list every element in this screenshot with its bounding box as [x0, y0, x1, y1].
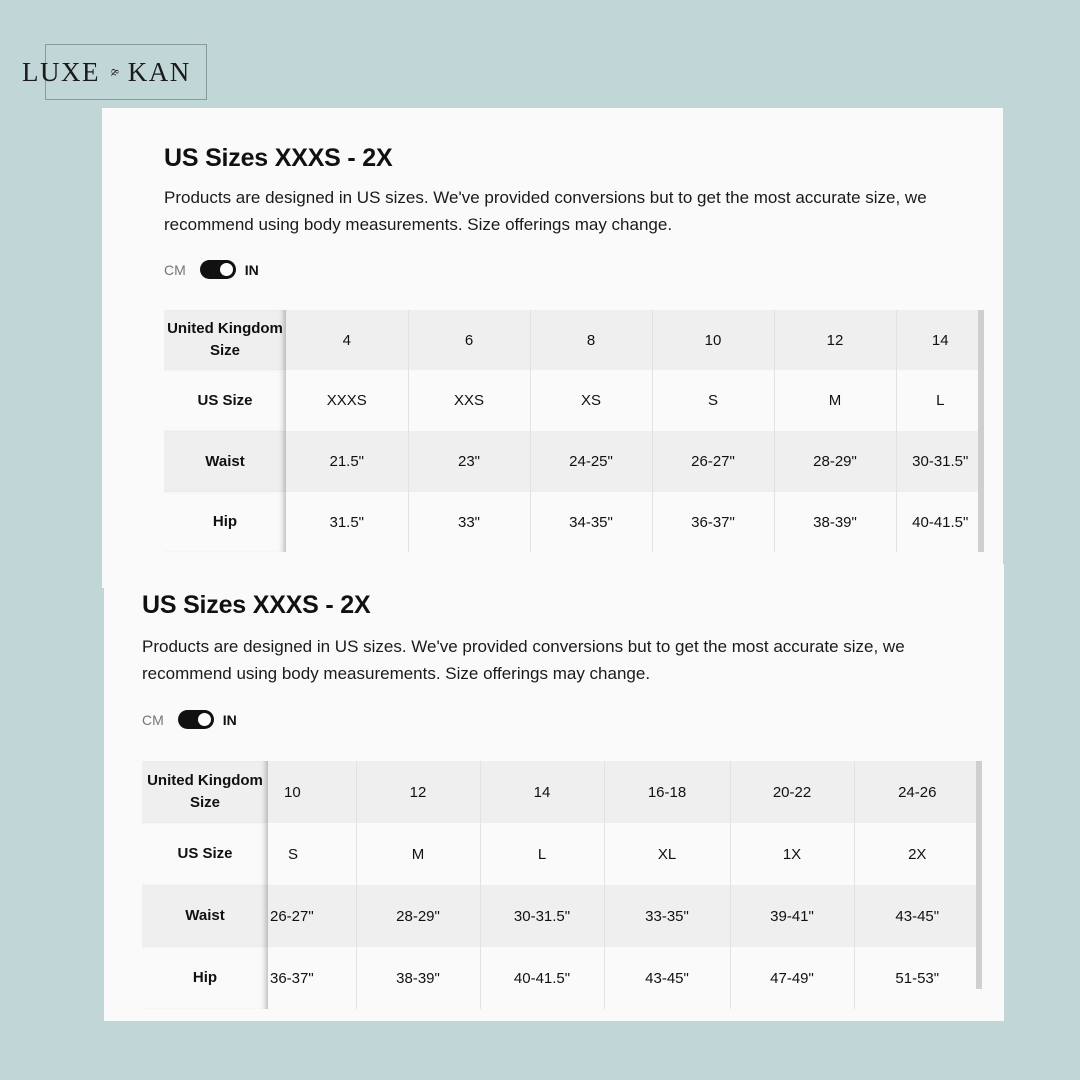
- table-cell: 36-37": [652, 492, 774, 552]
- table-cell: 12: [356, 761, 480, 823]
- size-table: [142, 761, 980, 1009]
- table-cell: 24-25": [530, 431, 652, 492]
- size-chart-panel-2: [104, 564, 1004, 1021]
- brand-name-left: LUXE: [22, 56, 100, 87]
- table-cell: 43-45": [854, 885, 980, 947]
- table-cell: XS: [530, 370, 652, 431]
- table-cell: 40-41.5": [480, 947, 604, 1009]
- brand-ampersand: &: [108, 68, 120, 76]
- table-cell: XXS: [408, 370, 530, 431]
- table-cell: 26-27": [652, 431, 774, 492]
- table-cell: 30-31.5": [480, 885, 604, 947]
- row-uk-size: [142, 761, 980, 823]
- row-header: United Kingdom Size: [142, 761, 268, 823]
- size-description: Products are designed in US sizes. We've provided conversions but to get the most accurate size, we recommend using body measurements. Size offerings may change.: [142, 637, 905, 683]
- table-cell: 20-22: [730, 761, 854, 823]
- table-cell: 10: [652, 310, 774, 370]
- table-cell: S: [652, 370, 774, 431]
- table-cell: 14: [896, 310, 984, 370]
- unit-toggle[interactable]: [200, 260, 236, 279]
- table-cell: 2X: [854, 823, 980, 885]
- table-cell: 43-45": [604, 947, 730, 1009]
- unit-in-label[interactable]: IN: [222, 711, 237, 728]
- table-cell: XXXS: [286, 370, 408, 431]
- table-cell: S: [268, 823, 356, 885]
- size-chart-panel-1: [102, 108, 1003, 588]
- size-description: Products are designed in US sizes. We've provided conversions but to get the most accurate size, we recommend using body measurements. Size offerings may change.: [164, 188, 927, 234]
- table-cell: 6: [408, 310, 530, 370]
- scroll-edge: [978, 310, 984, 552]
- table-cell: 40-41.5": [896, 492, 984, 552]
- table-cell: 38-39": [774, 492, 896, 552]
- table-cell: 33-35": [604, 885, 730, 947]
- brand-name-right: KAN: [127, 56, 191, 87]
- row-hip: [164, 492, 984, 552]
- row-waist: [164, 431, 984, 492]
- table-cell: 10: [268, 761, 356, 823]
- brand-logo: [22, 44, 191, 100]
- row-header: US Size: [142, 823, 268, 885]
- row-header: Waist: [142, 885, 268, 947]
- table-cell: 23": [408, 431, 530, 492]
- row-us-size: [142, 823, 980, 885]
- table-cell: 38-39": [356, 947, 480, 1009]
- table-cell: 28-29": [774, 431, 896, 492]
- table-cell: 28-29": [356, 885, 480, 947]
- unit-cm-label[interactable]: CM: [164, 261, 186, 278]
- table-cell: 1X: [730, 823, 854, 885]
- table-cell: 4: [286, 310, 408, 370]
- row-us-size: [164, 370, 984, 431]
- table-cell: 8: [530, 310, 652, 370]
- row-uk-size: [164, 310, 984, 370]
- table-cell: 12: [774, 310, 896, 370]
- size-table: [164, 310, 984, 552]
- row-header: Hip: [142, 947, 268, 1009]
- table-cell: M: [774, 370, 896, 431]
- table-cell: 36-37": [268, 947, 356, 1009]
- row-waist: [142, 885, 980, 947]
- page-title: US Sizes XXXS - 2X: [164, 144, 393, 172]
- row-hip: [142, 947, 980, 1009]
- table-cell: 39-41": [730, 885, 854, 947]
- table-cell: 51-53": [854, 947, 980, 1009]
- unit-switch: [142, 710, 237, 729]
- row-header: Waist: [164, 431, 286, 492]
- table-cell: 33": [408, 492, 530, 552]
- table-cell: 47-49": [730, 947, 854, 1009]
- page-title: US Sizes XXXS - 2X: [142, 591, 371, 619]
- table-cell: M: [356, 823, 480, 885]
- unit-switch: [164, 260, 259, 279]
- table-cell: L: [896, 370, 984, 431]
- table-cell: 26-27": [268, 885, 356, 947]
- table-cell: 21.5": [286, 431, 408, 492]
- unit-toggle[interactable]: [178, 710, 214, 729]
- toggle-knob: [198, 713, 211, 726]
- table-cell: 30-31.5": [896, 431, 984, 492]
- table-cell: 34-35": [530, 492, 652, 552]
- row-header: Hip: [164, 492, 286, 552]
- table-cell: L: [480, 823, 604, 885]
- table-cell: XL: [604, 823, 730, 885]
- row-header: United Kingdom Size: [164, 310, 286, 370]
- unit-in-label[interactable]: IN: [244, 261, 259, 278]
- toggle-knob: [220, 263, 233, 276]
- scroll-edge: [976, 761, 982, 989]
- table-cell: 24-26: [854, 761, 980, 823]
- unit-cm-label[interactable]: CM: [142, 711, 164, 728]
- table-cell: 16-18: [604, 761, 730, 823]
- table-cell: 31.5": [286, 492, 408, 552]
- table-cell: 14: [480, 761, 604, 823]
- row-header: US Size: [164, 370, 286, 431]
